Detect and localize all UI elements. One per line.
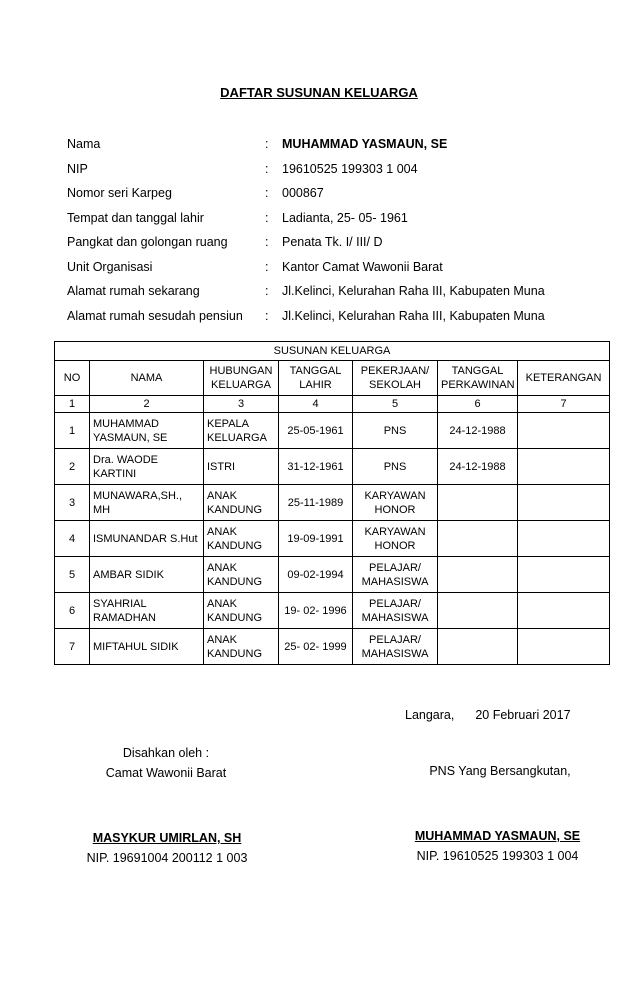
cell-tanggal-lahir: 31-12-1961 — [279, 449, 353, 485]
header-tanggal-lahir: TANGGAL LAHIR — [279, 361, 353, 396]
column-index: 1 — [55, 396, 90, 413]
cell-hubungan: ANAK KANDUNG — [204, 629, 279, 665]
cell-tanggal-perkawinan: 24-12-1988 — [438, 449, 518, 485]
cell-tanggal-lahir: 19-09-1991 — [279, 521, 353, 557]
info-row-unit — [67, 255, 545, 280]
header-no: NO — [55, 361, 90, 396]
cell-tanggal-perkawinan — [438, 521, 518, 557]
info-label: NIP — [67, 161, 88, 176]
table-caption: SUSUNAN KELUARGA — [55, 342, 610, 361]
place: Langara, — [405, 708, 455, 722]
cell-nama: Dra. WAODE KARTINI — [90, 449, 204, 485]
cell-keterangan — [518, 593, 610, 629]
cell-hubungan: ANAK KANDUNG — [204, 521, 279, 557]
cell-pekerjaan: KARYAWAN HONOR — [353, 485, 438, 521]
info-value: MUHAMMAD YASMAUN, SE — [282, 137, 448, 152]
cell-tanggal-perkawinan — [438, 593, 518, 629]
cell-keterangan — [518, 521, 610, 557]
info-row-karpeg — [67, 181, 545, 206]
info-row-alamat-pensiun — [67, 304, 545, 329]
info-colon: : — [265, 259, 269, 274]
cell-pekerjaan: KARYAWAN HONOR — [353, 521, 438, 557]
info-value: Kantor Camat Wawonii Barat — [282, 259, 443, 274]
column-index: 3 — [204, 396, 279, 413]
cell-tanggal-lahir: 09-02-1994 — [279, 557, 353, 593]
cell-hubungan: ANAK KANDUNG — [204, 557, 279, 593]
header-nama: NAMA — [90, 361, 204, 396]
cell-nama: AMBAR SIDIK — [90, 557, 204, 593]
info-label: Unit Organisasi — [67, 259, 153, 274]
left-signer — [52, 831, 282, 865]
cell-no: 6 — [55, 593, 90, 629]
header-keterangan: KETERANGAN — [518, 361, 610, 396]
info-value: Jl.Kelinci, Kelurahan Raha III, Kabupaten Muna — [282, 308, 545, 323]
cell-nama: ISMUNANDAR S.Hut — [90, 521, 204, 557]
cell-pekerjaan: PELAJAR/ MAHASISWA — [353, 629, 438, 665]
column-index: 5 — [353, 396, 438, 413]
cell-no: 1 — [55, 413, 90, 449]
column-index: 6 — [438, 396, 518, 413]
info-row-nip — [67, 157, 545, 182]
cell-keterangan — [518, 413, 610, 449]
cell-no: 5 — [55, 557, 90, 593]
cell-keterangan — [518, 557, 610, 593]
cell-tanggal-lahir: 25- 02- 1999 — [279, 629, 353, 665]
info-value: 000867 — [282, 186, 324, 201]
info-value: Jl.Kelinci, Kelurahan Raha III, Kabupaten Muna — [282, 284, 545, 299]
left-signature-block — [66, 746, 266, 780]
info-value: Ladianta, 25- 05- 1961 — [282, 210, 408, 225]
cell-hubungan: ISTRI — [204, 449, 279, 485]
family-table — [54, 341, 610, 665]
cell-keterangan — [518, 449, 610, 485]
info-colon: : — [265, 161, 269, 176]
info-colon: : — [265, 186, 269, 201]
table-row — [55, 449, 610, 485]
cell-tanggal-perkawinan — [438, 629, 518, 665]
info-label: Tempat dan tanggal lahir — [67, 210, 204, 225]
cell-nama: MIFTAHUL SIDIK — [90, 629, 204, 665]
column-index: 2 — [90, 396, 204, 413]
signer-nip: NIP. 19610525 199303 1 004 — [416, 849, 579, 863]
cell-tanggal-lahir: 25-05-1961 — [279, 413, 353, 449]
document-title: DAFTAR SUSUNAN KELUARGA — [220, 85, 418, 100]
info-colon: : — [265, 308, 269, 323]
info-row-ttl — [67, 206, 545, 231]
cell-hubungan: ANAK KANDUNG — [204, 593, 279, 629]
cell-keterangan — [518, 629, 610, 665]
cell-tanggal-perkawinan — [438, 557, 518, 593]
cell-nama: MUHAMMAD YASMAUN, SE — [90, 413, 204, 449]
approver-name: MASYKUR UMIRLAN, SH — [92, 831, 242, 845]
column-index: 4 — [279, 396, 353, 413]
info-label: Alamat rumah sekarang — [67, 284, 200, 299]
cell-nama: MUNAWARA,SH., MH — [90, 485, 204, 521]
info-row-alamat — [67, 279, 545, 304]
date: 20 Februari 2017 — [475, 708, 571, 722]
info-label: Alamat rumah sesudah pensiun — [67, 308, 243, 323]
info-label: Pangkat dan golongan ruang — [67, 235, 228, 250]
cell-nama: SYAHRIAL RAMADHAN — [90, 593, 204, 629]
personal-info — [67, 132, 545, 328]
info-label: Nama — [67, 137, 101, 152]
cell-tanggal-perkawinan — [438, 485, 518, 521]
cell-hubungan: KEPALA KELUARGA — [204, 413, 279, 449]
header-tanggal-perkawinan: TANGGAL PERKAWINAN — [438, 361, 518, 396]
cell-no: 7 — [55, 629, 90, 665]
cell-tanggal-perkawinan: 24-12-1988 — [438, 413, 518, 449]
table-row — [55, 485, 610, 521]
cell-tanggal-lahir: 25-11-1989 — [279, 485, 353, 521]
info-row-nama — [67, 132, 545, 157]
info-colon: : — [265, 284, 269, 299]
info-colon: : — [265, 137, 269, 152]
info-value: 19610525 199303 1 004 — [282, 161, 418, 176]
info-value: Penata Tk. I/ III/ D — [282, 235, 383, 250]
table-row — [55, 413, 610, 449]
cell-hubungan: ANAK KANDUNG — [204, 485, 279, 521]
approver-nip: NIP. 19691004 200112 1 003 — [86, 851, 248, 865]
header-hubungan: HUBUNGAN KELUARGA — [204, 361, 279, 396]
place-date — [405, 708, 571, 722]
right-signer — [385, 829, 610, 863]
approver-title: Camat Wawonii Barat — [105, 766, 227, 780]
cell-no: 3 — [55, 485, 90, 521]
cell-pekerjaan: PNS — [353, 449, 438, 485]
header-pekerjaan: PEKERJAAN/ SEKOLAH — [353, 361, 438, 396]
info-label: Nomor seri Karpeg — [67, 186, 172, 201]
column-index: 7 — [518, 396, 610, 413]
info-colon: : — [265, 235, 269, 250]
cell-keterangan — [518, 485, 610, 521]
cell-pekerjaan: PELAJAR/ MAHASISWA — [353, 557, 438, 593]
cell-no: 2 — [55, 449, 90, 485]
right-signature-block — [395, 764, 605, 778]
cell-tanggal-lahir: 19- 02- 1996 — [279, 593, 353, 629]
table-row — [55, 521, 610, 557]
table-row — [55, 557, 610, 593]
table-row — [55, 593, 610, 629]
signer-role: PNS Yang Bersangkutan, — [429, 764, 571, 778]
info-colon: : — [265, 210, 269, 225]
cell-pekerjaan: PELAJAR/ MAHASISWA — [353, 593, 438, 629]
table-row — [55, 629, 610, 665]
info-row-pangkat — [67, 230, 545, 255]
approval-label: Disahkan oleh : — [122, 746, 210, 760]
cell-pekerjaan: PNS — [353, 413, 438, 449]
signer-name: MUHAMMAD YASMAUN, SE — [414, 829, 581, 843]
cell-no: 4 — [55, 521, 90, 557]
